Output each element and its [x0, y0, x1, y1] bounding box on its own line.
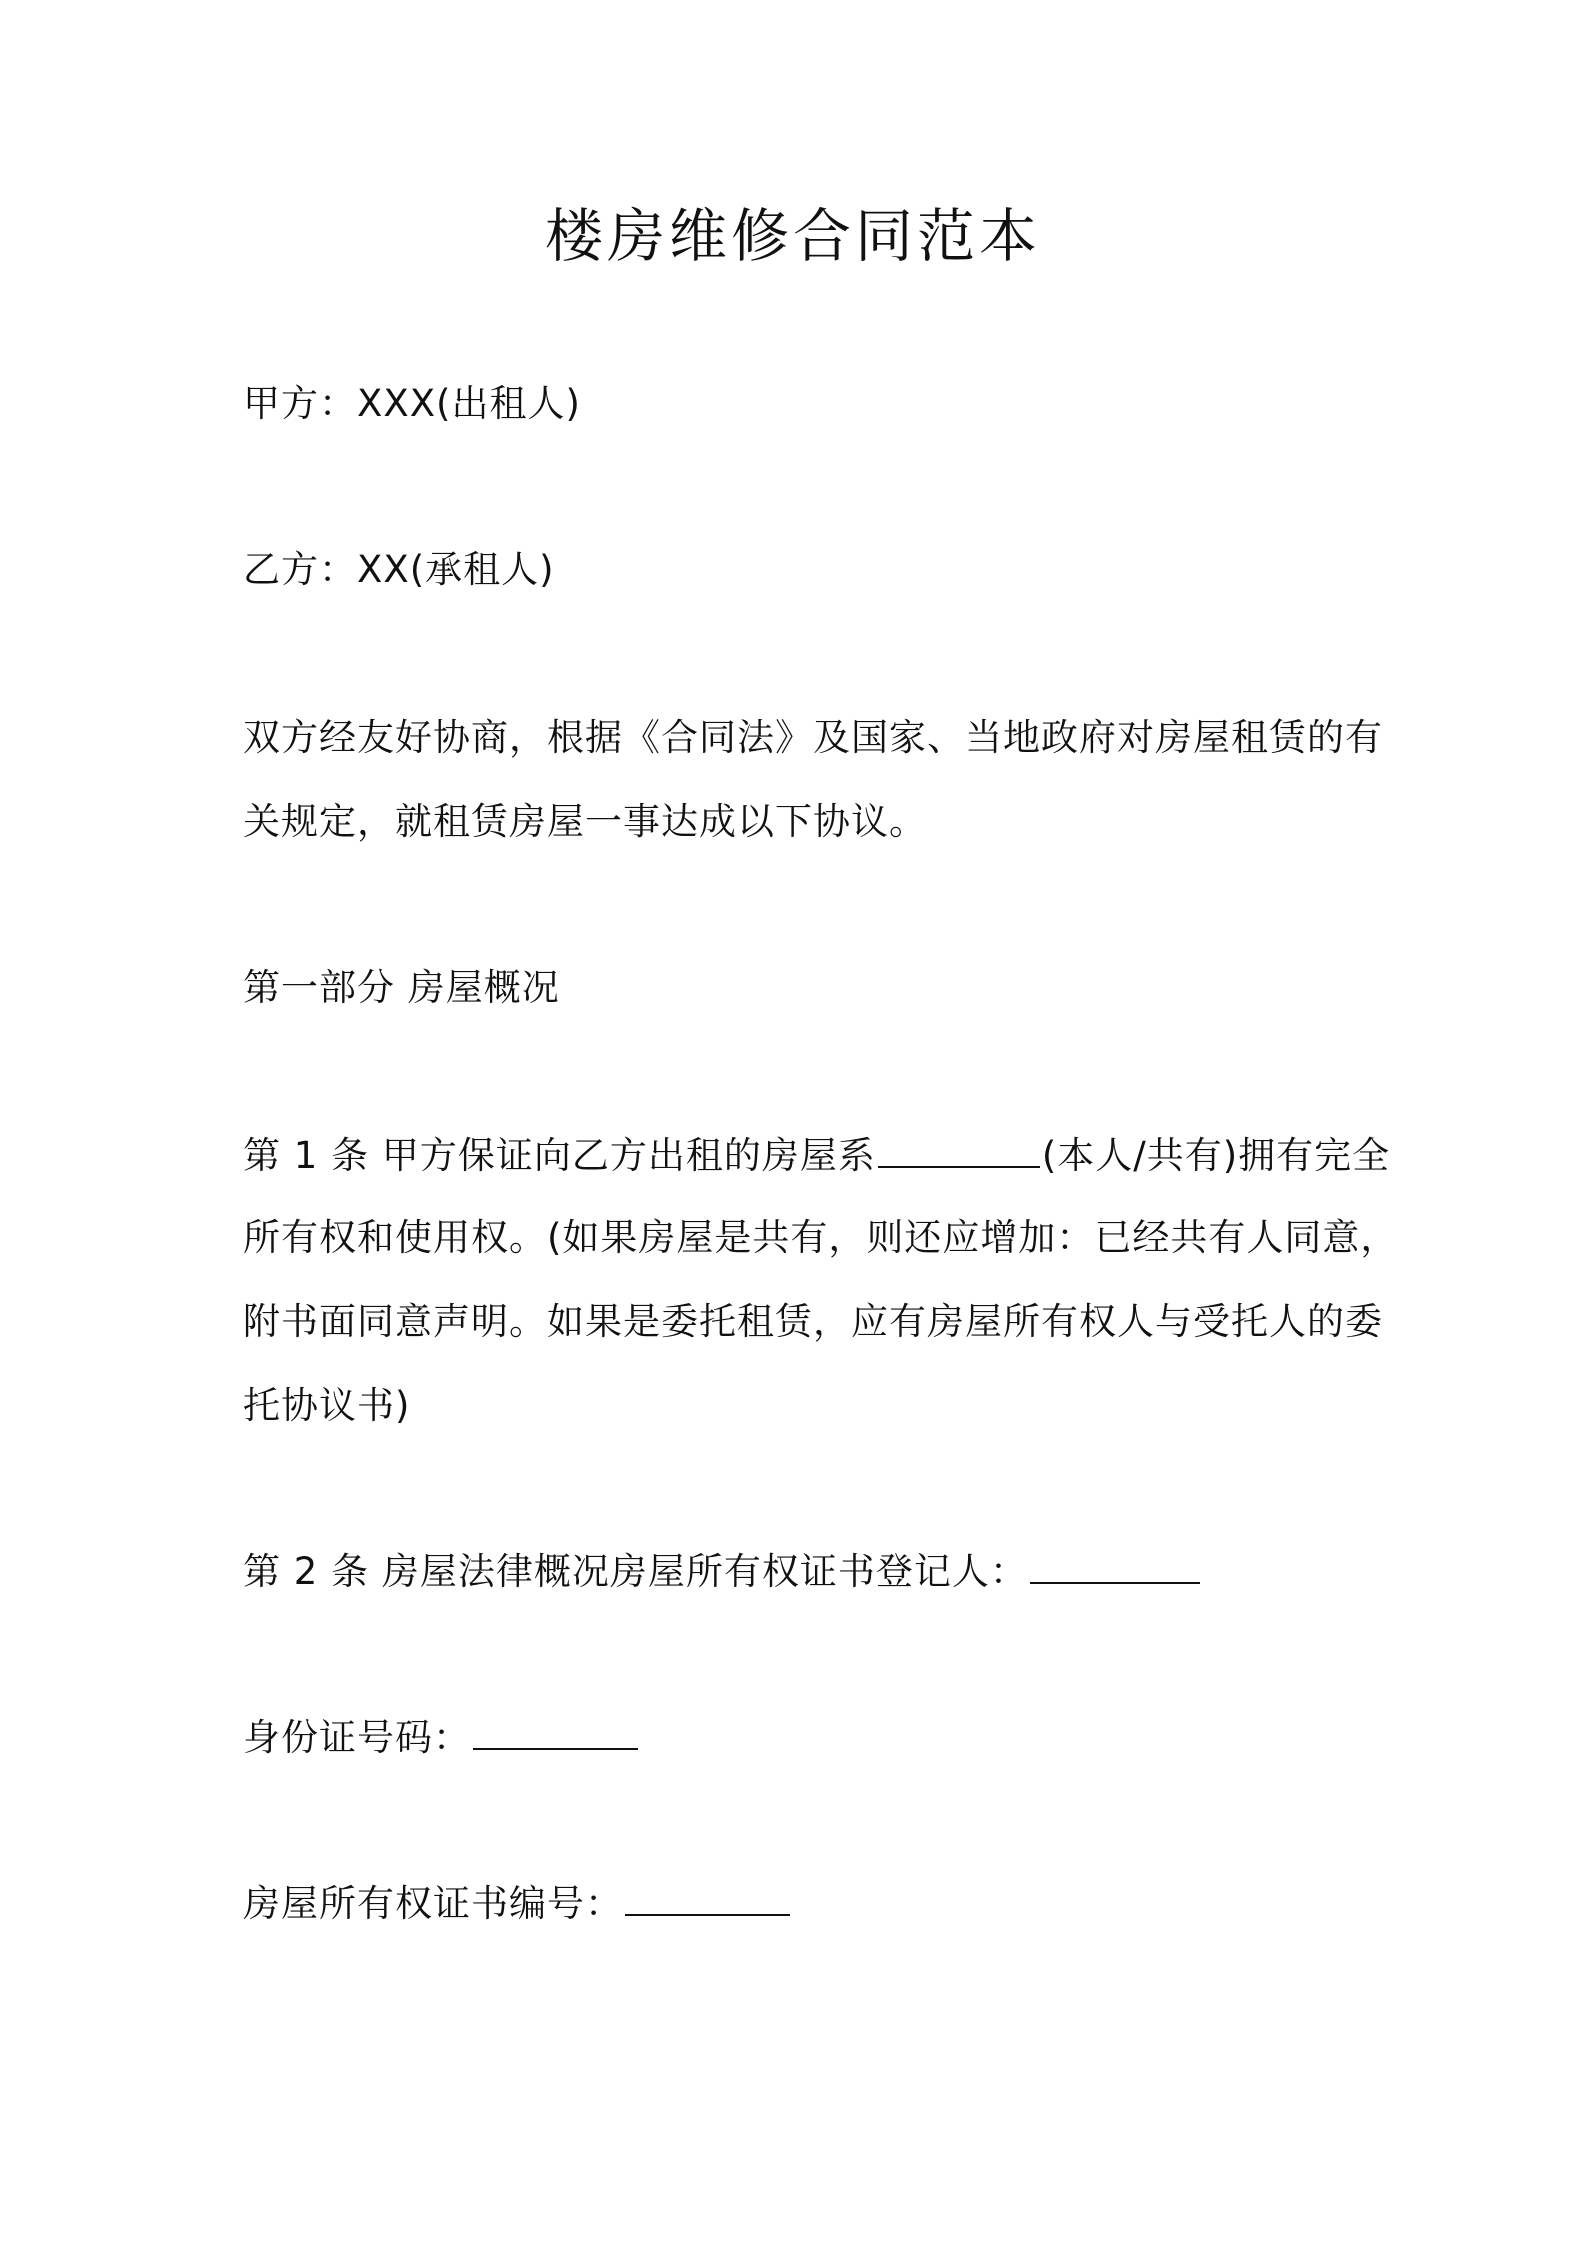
intro-line-2: 关规定，就租赁房屋一事达成以下协议。 [243, 800, 927, 843]
id-number-label: 身份证号码： [243, 1716, 471, 1759]
document-title: 楼房维修合同范本 [544, 202, 1041, 270]
article-2-line [243, 1530, 1353, 1614]
party-b-line: 乙方：XX(承租人) [243, 548, 555, 591]
article-1-prefix: 第 1 条 甲方保证向乙方出租的房屋系 [243, 1134, 876, 1177]
intro-line-1: 双方经友好协商，根据《合同法》及国家、当地政府对房屋租赁的有 [243, 716, 1383, 759]
article-1-suffix: (本人/共有)拥有完全 [1041, 1134, 1391, 1177]
article-1-line-3: 附书面同意声明。如果是委托租赁，应有房屋所有权人与受托人的委 [243, 1300, 1383, 1343]
article-1-line-2: 所有权和使用权。(如果房屋是共有，则还应增加：已经共有人同意， [243, 1216, 1399, 1259]
article-1-line-1 [243, 1114, 1391, 1198]
owner-blank-field[interactable] [878, 1126, 1040, 1168]
id-number-line [243, 1696, 1353, 1780]
party-a-line: 甲方：XXX(出租人) [243, 382, 581, 425]
id-number-blank-field[interactable] [473, 1708, 638, 1750]
registrant-blank-field[interactable] [1030, 1542, 1200, 1584]
article-1-line-4: 托协议书) [243, 1384, 411, 1427]
cert-number-line [243, 1862, 1353, 1946]
cert-number-label: 房屋所有权证书编号： [243, 1882, 623, 1925]
section-heading: 第一部分 房屋概况 [243, 966, 560, 1009]
cert-number-blank-field[interactable] [625, 1874, 790, 1916]
article-2-text: 第 2 条 房屋法律概况房屋所有权证书登记人： [243, 1550, 1028, 1593]
